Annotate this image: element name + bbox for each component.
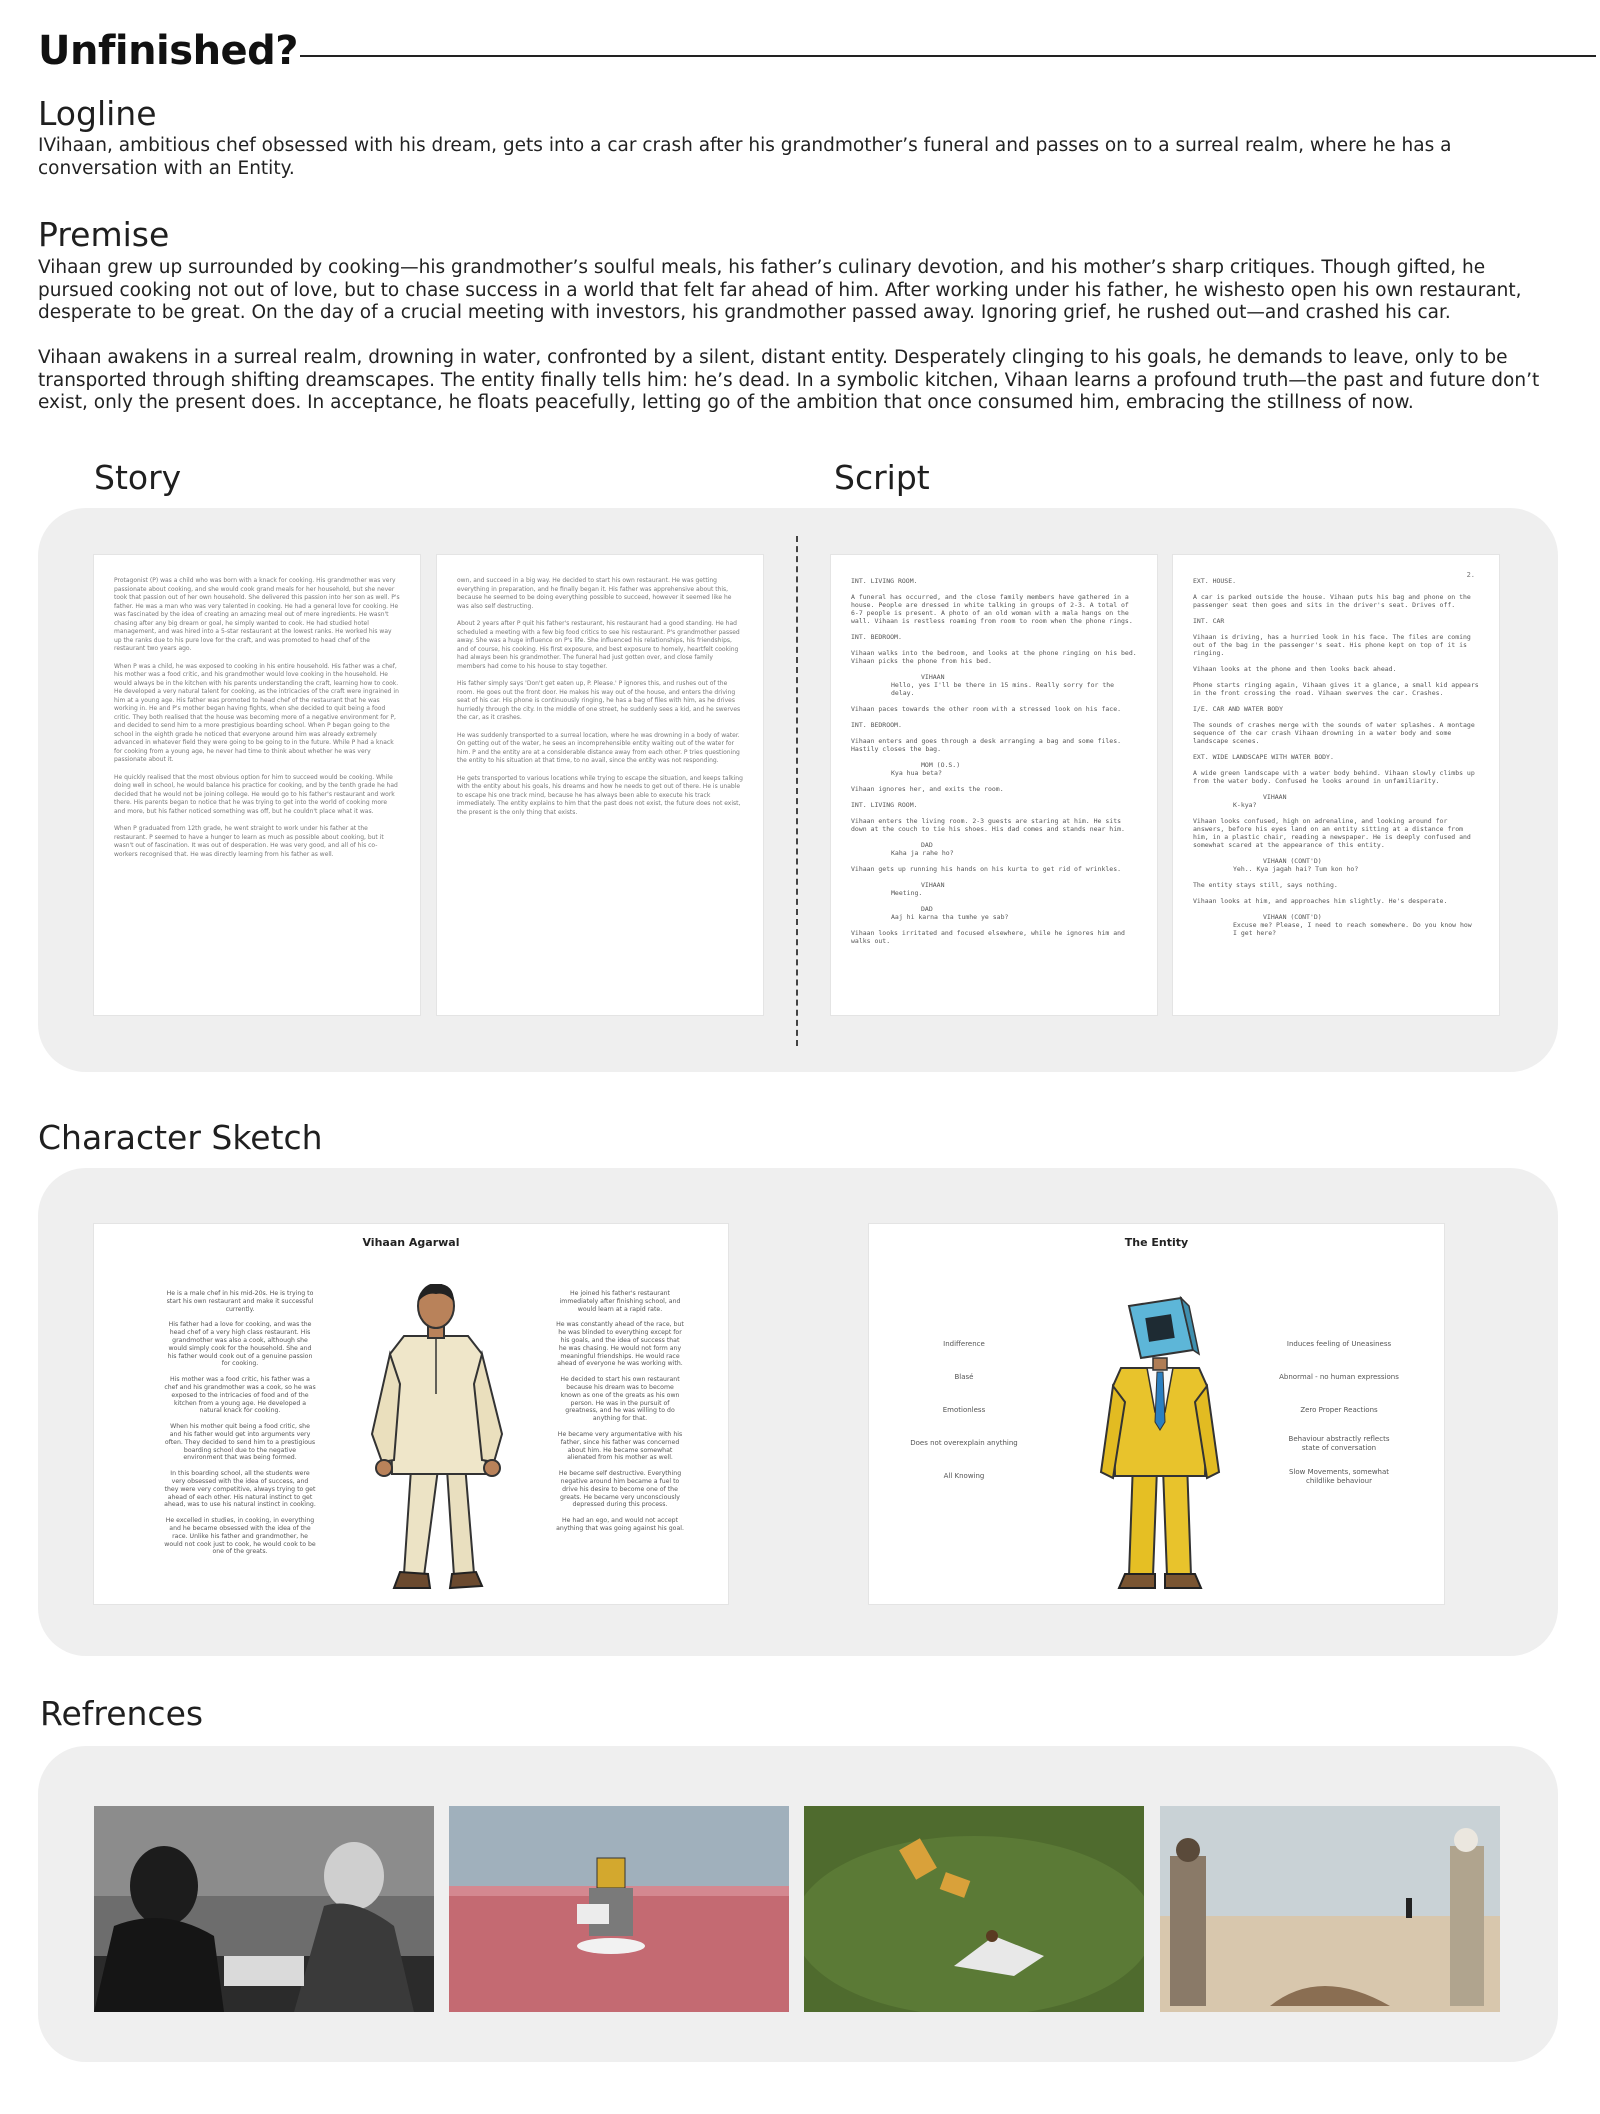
script-page-number: 2. — [1466, 571, 1475, 579]
reference-image-2 — [449, 1806, 789, 2012]
entity-trait-right-1: Induces feeling of Uneasiness — [1286, 1340, 1392, 1348]
vihaan-trait-right-1: He joined his father's restaurant immediately after finishing school, and would learn at a rapid rate. — [559, 1290, 681, 1313]
vihaan-traits-left — [164, 1290, 316, 1564]
story-script-divider — [796, 536, 798, 1046]
story-page-2-text — [457, 577, 743, 817]
story-page-1-paragraph-4: When P graduated from 12th grade, he went straight to work under his father at the restaurant. P seemed to have a hunger to learn as much as possible about cooking, but it wasn't out of fascination. It was out of desperation. He was very good, and all of his co-workers recognised that. He was directly learning from his father as well. — [114, 825, 384, 858]
script-character-cue: DAD — [921, 905, 933, 913]
reference-image-4 — [1160, 1806, 1500, 2012]
vihaan-trait-right-2: He was constantly ahead of the race, but he was blinded to everything except for his goals, and the idea of success that he was chasing. He would not form any meaningful friendships. He would race ahead of everyone he was working with. — [556, 1321, 684, 1368]
script-dialogue: Aaj hi karna tha tumhe ye sab? — [891, 913, 1009, 921]
vihaan-trait-right-4: He became very argumentative with his father, since his father was concerned about him. He became somewhat alienated from his mother as well. — [557, 1430, 683, 1462]
references-heading: Refrences — [40, 1694, 204, 1733]
vihaan-trait-right-3: He decided to start his own restaurant because his dream was to become known as one of the greats as his own person. He was in the pursuit of greatness, and he was willing to do anything for that. — [560, 1376, 680, 1423]
entity-card — [869, 1224, 1444, 1604]
script-action: Phone starts ringing again, Vihaan gives it a glance, a small kid appears in the front crossing the road. Vihaan swerves the car. Crashes. — [1193, 681, 1479, 697]
script-character-cue: DAD — [921, 841, 933, 849]
script-action: Vihaan enters and goes through a desk arranging a bag and some files. Hastily closes the bag. — [851, 737, 1122, 753]
title-rule — [300, 55, 1596, 57]
entity-trait-left-4: Does not overexplain anything — [910, 1439, 1018, 1447]
script-action: INT. BEDROOM. — [851, 633, 902, 641]
premise-paragraph-1: Vihaan grew up surrounded by cooking—his grandmother’s soulful meals, his father’s culinary devotion, and his mother’s sharp critiques. Though gifted, he pursued cooking not out of love, but to chase success in a world that felt far ahead of him. After working under his father, he wishesto open his own restaurant, desperate to be great. On the day of a crucial meeting with investors, his grandmother passed away. Ignoring grief, he rushed out—and crashed his car. — [38, 257, 1522, 323]
entity-trait-left-5: All Knowing — [943, 1472, 985, 1480]
entity-trait-right-4: Behaviour abstractly reflects state of conversation — [1288, 1435, 1390, 1452]
story-page-1-paragraph-2: When P was a child, he was exposed to cooking in his entire household. His father was a chef, his mother was a food critic, and his grandmother would love cooking in the household. He would always be in the kitchen with his parents understanding the craft, learning how to cook. He developed a very natural talent for cooking, as the intricacies of the craft were ingrained in him at a young age. His father was promoted to head chef of the restaurant that he was working in. He and P's mother began having fights, when she decided to quit being a food critic. They both realised that the house was becoming more of a negative environment for P, and decided to send him to a more prestigious boarding school. When P began going to the school in the eighth grade he noticed that everyone around him was already extremely advanced in whatever field they were going to be going to in the future. While P had a knack for cooking from a young age, he never had time to think about whether he was very passionate about it. — [114, 662, 399, 763]
script-character-cue: VIHAAN (CONT'D) — [1263, 913, 1322, 921]
script-page-2-text — [1193, 577, 1479, 937]
script-action: INT. LIVING ROOM. — [851, 801, 918, 809]
entity-trait-left-3: Emotionless — [942, 1406, 986, 1414]
script-action: The entity stays still, says nothing. — [1193, 881, 1338, 889]
script-dialogue: Kaha ja rahe ho? — [891, 849, 954, 857]
script-dialogue: Kya hua beta? — [891, 769, 942, 777]
script-page-1-text — [851, 577, 1137, 945]
story-page-2-paragraph-5: He gets transported to various locations while trying to escape the situation, and keeps talking with the entity about his goals, his dreams and how he needs to get out of there. He is unable to escape his one track mind, because he has always been able to execute his track immediately. The entity explains to him that the past does not exist, the future does not exist, the present is the only thing that exists. — [457, 774, 743, 816]
premise-heading: Premise — [38, 215, 170, 254]
logline-heading: Logline — [38, 94, 157, 133]
vihaan-trait-left-1: He is a male chef in his mid-20s. He is trying to start his own restaurant and make it successful currently. — [166, 1290, 314, 1313]
script-action: INT. LIVING ROOM. — [851, 577, 918, 585]
entity-trait-left-2: Blasé — [954, 1373, 974, 1381]
entity-illustration — [1095, 1292, 1225, 1598]
vihaan-trait-left-4: When his mother quit being a food critic, she and his father would get into arguments very often. They decided to send him to a prestigious boarding school due to the negative environment that was being formed. — [164, 1423, 316, 1462]
vihaan-card — [94, 1224, 728, 1604]
entity-name: The Entity — [1124, 1236, 1189, 1249]
vihaan-trait-left-6: He excelled in studies, in cooking, in everything and he became obsessed with the idea of the race. Unlike his father and grandmother, he would not cook just to cook, he would cook to be one of the greats. — [164, 1517, 316, 1556]
vihaan-illustration — [342, 1284, 532, 1599]
story-page-2-paragraph-1: own, and succeed in a big way. He decided to start his own restaurant. He was getting everything in preparation, and he finally began it. His father was apprehensive about this, because he seemed to be doing everything possible to succeed, however it seemed like he was also self destructing. — [457, 577, 732, 610]
entity-trait-left-1: Indifference — [943, 1340, 985, 1348]
script-action: Vihaan is driving, has a hurried look in his face. The files are coming out of the bag in the passenger's seat. His phone kept on top of it is ringing. — [1193, 633, 1471, 657]
script-dialogue: Meeting. — [891, 889, 923, 897]
character-sketch-heading: Character Sketch — [38, 1118, 323, 1157]
story-page-2-paragraph-2: About 2 years after P quit his father's restaurant, his restaurant had a good standing. He had scheduled a meeting with a few big food critics to see his restaurant. P's grandmother passed away. She was a huge influence on P's life. She influenced his relationships, his friendships, and of course, his cooking. His first exposure, and best exposure to homely, heartfelt cooking had always been his grandmother. The funeral had just gotten over, and close family members had come to his house to stay together. — [457, 620, 740, 670]
story-page-2-paragraph-3: His father simply says 'Don't get eaten up, P. Please.' P ignores this, and rushes out of the room. He goes out the front door. He makes his way out of the house, and enters the driving seat of his car. His phone is continuously ringing, he has a bag of files with him, as he drives hurriedly through the city. In the middle of one street, he suddenly sees a kid, and he swerves the car, as it crashes. — [457, 680, 741, 721]
vihaan-trait-left-5: In this boarding school, all the students were very obsessed with the idea of success, and they were very competitive, always trying to get ahead of each other. His natural instinct to get ahead, was to use his natural instinct in cooking. — [164, 1470, 316, 1509]
script-action: A funeral has occurred, and the close family members have gathered in a house. People are dressed in white talking in groups of 2-3. A total of 6-7 people is present. A photo of an old woman with a mala hangs on the wall. Vihaan is restless roaming from room to room when the phone rings. — [851, 593, 1133, 625]
story-page-2-paragraph-4: He was suddenly transported to a surreal location, where he was drowning in a body of water. On getting out of the water, he sees an incomprehensible entity waiting out of the water for him. P and the entity are at a considerable distance away from each other. P tries questioning the entity to his situation at that time, to no avail, since the entity was not responding. — [457, 731, 740, 764]
vihaan-name: Vihaan Agarwal — [362, 1236, 460, 1249]
script-action: INT. BEDROOM. — [851, 721, 902, 729]
script-action: The sounds of crashes merge with the sounds of water splashes. A montage sequence of the car crash Vihaan drowning in a water body and some landscape scenes. — [1193, 721, 1475, 745]
entity-trait-right-2: Abnormal - no human expressions — [1279, 1373, 1399, 1381]
story-page-1-paragraph-3: He quickly realised that the most obvious option for him to succeed would be cooking. While doing well in school, he would balance his practice for cooking, and by the tenth grade he had decided that he would not be joining college. He would go to his father's restaurant and work there. His parents began to notice that he was trying to get into the world of cooking more and more, but his father noticed something was off, but he couldn't place what it was. — [114, 773, 398, 815]
script-action: A wide green landscape with a water body behind. Vihaan slowly climbs up from the water body. Confused he looks around in unfamiliarity. — [1193, 769, 1475, 785]
vihaan-traits-right — [556, 1290, 684, 1541]
script-character-cue: VIHAAN — [921, 673, 945, 681]
page-title: Unfinished? — [38, 28, 299, 74]
script-action: EXT. WIDE LANDSCAPE WITH WATER BODY. — [1193, 753, 1334, 761]
premise-paragraph-2: Vihaan awakens in a surreal realm, drowning in water, confronted by a silent, distant entity. Desperately clinging to his goals, he demands to leave, only to be transported through shifting dreamscapes. The entity finally tells him: he’s dead. In a symbolic kitchen, Vihaan learns a profound truth—the past and future don’t exist, only the present does. In acceptance, he floats peacefully, letting go of the ambition that once consumed him, embracing the stillness of now. — [38, 347, 1540, 413]
script-action: EXT. HOUSE. — [1193, 577, 1237, 585]
script-character-cue: VIHAAN (CONT'D) — [1263, 857, 1322, 865]
script-dialogue: Yeh.. Kya jagah hai? Tum kon ho? — [1233, 865, 1359, 873]
script-character-cue: MOM (O.S.) — [921, 761, 961, 769]
story-heading: Story — [94, 458, 182, 497]
reference-image-1 — [94, 1806, 434, 2012]
reference-image-3 — [804, 1806, 1144, 2012]
story-page-1 — [94, 555, 420, 1015]
script-action: Vihaan gets up running his hands on his kurta to get rid of wrinkles. — [851, 865, 1122, 873]
script-action: Vihaan enters the living room. 2-3 guests are staring at him. He sits down at the couch to tie his shoes. His dad comes and stands near him. — [851, 817, 1125, 833]
script-action: Vihaan paces towards the other room with a stressed look on his face. — [851, 705, 1122, 713]
script-action: I/E. CAR AND WATER BODY — [1193, 705, 1284, 713]
script-action: Vihaan looks confused, high on adrenaline, and looking around for answers, before his eyes land on an entity sitting at a distance from him, in a plastic chair, reading a newspaper. He is deeply confused and somewhat scared at the appearance of this entity. — [1193, 817, 1471, 849]
vihaan-trait-left-3: His mother was a food critic, his father was a chef and his grandmother was a cook, so he was exposed to the intricacies of food and of the kitchen from a young age. He developed a natural knack for cooking. — [164, 1376, 316, 1415]
script-page-1 — [831, 555, 1157, 1015]
script-dialogue: Hello, yes I'll be there in 15 mins. Really sorry for the delay. — [891, 681, 1115, 697]
entity-trait-right-3: Zero Proper Reactions — [1300, 1406, 1378, 1414]
script-dialogue: Excuse me? Please, I need to reach somewhere. Do you know how I get here? — [1233, 921, 1472, 937]
story-page-1-paragraph-1: Protagonist (P) was a child who was born with a knack for cooking. His grandmother was very passionate about cooking, and she would cook grand meals for her household, but she never took that passion out of her own household. She delivered this passion into her son as well. P's father. He was a man who was very talented in cooking. He had a general love for cooking. He was fascinated by the idea of creating an amazing meal out of mere ingredients. He wasn't chasing after any big dream or goal, he simply wanted to cook. He had studied hotel management, and was hired into a 5-star restaurant at the lowest ranks. He worked his way up the ranks due to his pure love for the craft, and was promoted to head chef of the restaurant two years ago. — [114, 577, 400, 652]
script-action: Vihaan looks irritated and focused elsewhere, while he ignores him and walks out. — [851, 929, 1125, 945]
entity-trait-right-5: Slow Movements, somewhat childlike behaviour — [1288, 1468, 1390, 1485]
script-action: Vihaan ignores her, and exits the room. — [851, 785, 1004, 793]
story-page-2 — [437, 555, 763, 1015]
script-action: Vihaan looks at the phone and then looks back ahead. — [1193, 665, 1397, 673]
script-page-2 — [1173, 555, 1499, 1015]
script-action: Vihaan walks into the bedroom, and looks at the phone ringing on his bed. Vihaan picks the phone from his bed. — [851, 649, 1137, 665]
script-character-cue: VIHAAN — [1263, 793, 1287, 801]
vihaan-trait-left-2: His father had a love for cooking, and was the head chef of a very high class restaurant. His grandmother was also a cook, although she would simply cook for the household. She and his father would cook out of a genuine passion for cooking. — [167, 1321, 313, 1368]
script-dialogue: K-kya? — [1233, 801, 1257, 809]
story-page-1-text — [114, 577, 400, 859]
logline-text: IVihaan, ambitious chef obsessed with his dream, gets into a car crash after his grandmother’s funeral and passes on to a surreal realm, where he has a conversation with an Entity. — [38, 135, 1452, 179]
script-character-cue: VIHAAN — [921, 881, 945, 889]
vihaan-trait-right-5: He became self destructive. Everything negative around him became a fuel to drive his desire to become one of the greats. He became very unconsciously depressed during this process. — [558, 1470, 682, 1509]
script-action: Vihaan looks at him, and approaches him slightly. He's desperate. — [1193, 897, 1448, 905]
script-action: A car is parked outside the house. Vihaan puts his bag and phone on the passenger seat then goes and sits in the driver's seat. Drives off. — [1193, 593, 1471, 609]
script-action: INT. CAR — [1193, 617, 1225, 625]
vihaan-trait-right-6: He had an ego, and would not accept anything that was going against his goal. — [556, 1517, 684, 1532]
script-heading: Script — [834, 458, 930, 497]
